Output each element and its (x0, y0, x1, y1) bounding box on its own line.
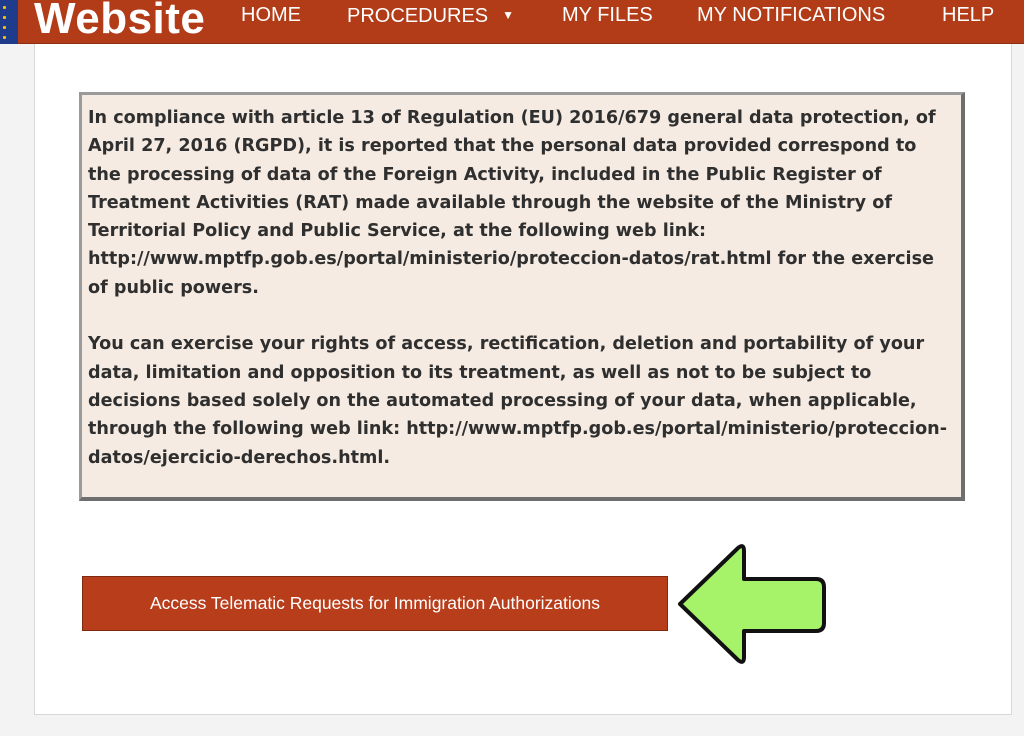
nav-my-notifications[interactable]: MY NOTIFICATIONS (697, 4, 886, 26)
notice-paragraph-2: You can exercise your rights of access, rectification, deletion and portability of your data, limitation and opposition to its treatment, as well as not to be subject to decisions based solely on the automated processing of your data, when applicable, through the following web link: http://www.mptfp.gob.es/portal/ministerio/proteccion-datos/ejercicio-derechos.html. (88, 334, 947, 468)
data-protection-notice (79, 92, 965, 501)
top-navbar (0, 0, 1024, 44)
notice-paragraph-1: In compliance with article 13 of Regulation (EU) 2016/679 general data protection, of April 27, 2016 (RGPD), it is reported that the personal data provided correspond to the processing of data of the Foreign Activity, included in the Public Register of Treatment Activities (RAT) made available through the website of the Ministry of Territorial Policy and Public Service, at the following web link: http://www.mptfp.gob.es/portal/ministerio/proteccion-datos/rat.html for the exercise of public powers. (88, 108, 936, 298)
arrow-left-icon (674, 543, 830, 667)
nav-my-files[interactable]: MY FILES (562, 4, 653, 26)
nav-procedures-label: PROCEDURES (347, 5, 489, 27)
site-logo[interactable]: Website (34, 0, 206, 43)
chevron-down-icon: ▼ (502, 8, 515, 22)
access-telematic-requests-button[interactable]: Access Telematic Requests for Immigration Authorizations (82, 576, 668, 631)
nav-home[interactable]: HOME (241, 4, 301, 26)
nav-help[interactable]: HELP (942, 4, 995, 26)
nav-procedures[interactable] (347, 0, 514, 30)
eu-flag-icon (0, 0, 18, 44)
